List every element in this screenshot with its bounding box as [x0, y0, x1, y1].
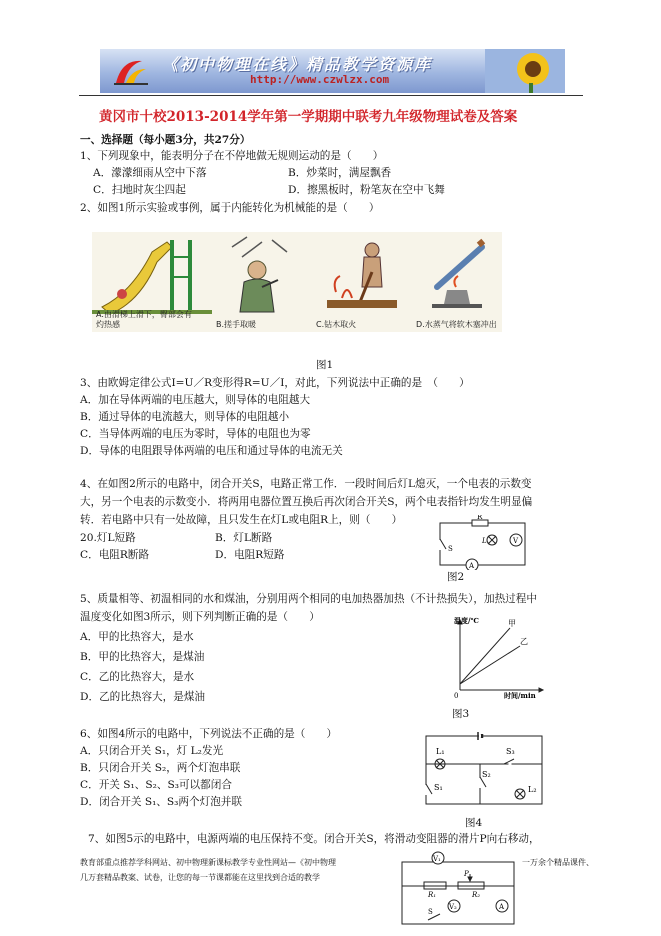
q4-stem-line2: 大，另一个电表的示数变小．将两用电器位置互换后再次闭合开关S，两个电表指针均发生明显偏 — [80, 496, 533, 508]
header-rule — [79, 95, 583, 96]
header-banner — [100, 49, 565, 93]
fig2-caption: 图2 — [447, 571, 465, 583]
fig3-caption: 图3 — [452, 708, 470, 720]
fig2-label-r: R — [477, 515, 483, 521]
fig5-circuit — [398, 850, 524, 932]
fig2-label-l: L — [482, 537, 487, 545]
q1-option-d: D．擦黑板时，粉笔灰在空中飞舞 — [288, 184, 445, 196]
section-heading: 一、选择题（每小题3分，共27分） — [80, 134, 251, 146]
q4-stem-line3: 转．若电路中只有一处故障，且只发生在灯L或电阻R上，则（ ） — [80, 514, 403, 526]
fig4-label-l1: L₁ — [436, 747, 445, 756]
fig2-label-a: A — [469, 562, 475, 570]
fig1-label-c: C.钻木取火 — [316, 320, 357, 329]
q1-option-c: C．扫地时灰尘四起 — [93, 184, 186, 196]
fig3-series-jia: 甲 — [508, 619, 516, 628]
q5-stem-line1: 5、质量相等、初温相同的水和煤油，分别用两个相同的电加热器加热（不计热损失），加热过程中 — [80, 593, 537, 605]
fig4-label-s2: S₂ — [482, 770, 491, 779]
banner-title: 《初中物理在线》精品教学资源库 — [162, 55, 433, 74]
fig5-label-r1: R₁ — [428, 891, 437, 899]
q4-option-c: C．电阻R断路 — [80, 549, 150, 561]
fig3-series-yi: 乙 — [520, 637, 528, 646]
sunflower-icon — [485, 49, 565, 93]
q6-option-c: C．开关 S₁、S₂、S₃可以都闭合 — [80, 779, 232, 791]
q4-stem-line1: 4、在如图2所示的电路中，闭合开关S，电路正常工作．一段时间后灯L熄灭，一个电表的示数变 — [80, 478, 532, 490]
fig1-label-a: A.由滑梯上滑下，臀部会有灼热感 — [96, 310, 192, 329]
fig1-caption: 图1 — [316, 359, 334, 371]
q6-option-d: D．闭合开关 S₁、S₃两个灯泡并联 — [80, 796, 242, 808]
fig1-label-d: D.水蒸气将软木塞冲出 — [416, 320, 497, 329]
fire-drill-illustration-icon — [312, 232, 412, 332]
fig3-origin: 0 — [454, 692, 459, 700]
fig3-ylabel: 温度/℃ — [454, 616, 479, 625]
banner-url[interactable]: http://www.czwlzx.com — [250, 73, 390, 86]
footer-line1-right: 一万余个精品课件、 — [522, 858, 594, 867]
fig2-label-v: V — [513, 537, 519, 545]
q5-option-b: B．甲的比热容大，是煤油 — [80, 651, 205, 663]
fig4-label-s3: S₃ — [506, 747, 515, 756]
footer-line1: 教育部重点推荐学科网站、初中物理新课标教学专业性网站—《初中物理 — [80, 858, 336, 867]
site-logo-icon — [112, 55, 150, 87]
q3-option-c: C．当导体两端的电压为零时，导体的电阻也为零 — [80, 428, 311, 440]
q5-option-a: A．甲的比热容大，是水 — [80, 631, 194, 643]
fig5-label-s: S — [428, 908, 433, 916]
fig3-graph — [448, 614, 548, 700]
q2-stem: 2、如图1所示实验或事例，属于内能转化为机械能的是（ ） — [80, 202, 380, 214]
fig1-label-b: B.搓手取暖 — [216, 320, 257, 329]
q4-option-d: D．电阻R短路 — [215, 549, 285, 561]
q6-stem: 6、如图4所示的电路中，下列说法不正确的是（ ） — [80, 728, 338, 740]
fig2-label-s: S — [448, 545, 453, 553]
graph-line-jia — [460, 628, 510, 684]
fig2-circuit — [432, 515, 532, 570]
graph-line-yi — [460, 646, 520, 684]
fig3-xlabel: 时间/min — [504, 691, 536, 700]
rub-hands-illustration-icon — [212, 232, 312, 332]
footer-line2: 几万套精品教案、试卷，让您的每一节课都能在这里找到合适的教学 — [80, 873, 320, 882]
q3-option-a: A．加在导体两端的电压越大，则导体的电阻越大 — [80, 394, 311, 406]
q5-stem-line2: 温度变化如图3所示，则下列判断正确的是（ ） — [80, 611, 320, 623]
fig5-label-p: P — [464, 870, 469, 878]
q3-option-d: D．导体的电阻跟导体两端的电压和通过导体的电流无关 — [80, 445, 343, 457]
fig1-panel-d — [412, 232, 502, 332]
q3-stem: 3、由欧姆定律公式I=U／R变形得R=U／I，对此，下列说法中正确的是 （ ） — [80, 377, 470, 389]
fig5-label-v2: V₂ — [449, 903, 457, 911]
fig4-circuit — [420, 730, 548, 810]
q7-stem: 7、如图5示的电路中，电源两端的电压保持不变。闭合开关S，将滑动变阻器的滑片P向右移动， — [88, 833, 540, 845]
fig1-panel-b — [212, 232, 312, 332]
q1-stem: 1、下列现象中，能表明分子在不停地做无规则运动的是（ ） — [80, 150, 384, 162]
fig4-caption: 图4 — [465, 817, 483, 829]
q1-option-a: A．濛濛细雨从空中下落 — [93, 167, 207, 179]
fig1-panel-c — [312, 232, 412, 332]
q6-option-b: B．只闭合开关 S₂，两个灯泡串联 — [80, 762, 241, 774]
q5-option-c: C．乙的比热容大，是水 — [80, 671, 195, 683]
q5-option-d: D．乙的比热容大，是煤油 — [80, 691, 206, 703]
steam-tube-illustration-icon — [412, 232, 502, 332]
q3-option-b: B．通过导体的电流越大，则导体的电阻越小 — [80, 411, 290, 423]
document-title: 黄冈市十校2013-2014学年第一学期期中联考九年级物理试卷及答案 — [99, 109, 518, 125]
fig4-label-s1: S₁ — [434, 783, 443, 792]
q4-option-a: 20.灯L短路 — [80, 532, 136, 544]
q4-option-b: B．灯L断路 — [215, 532, 273, 544]
fig5-label-v1: V₁ — [433, 855, 441, 863]
q6-option-a: A．只闭合开关 S₁，灯 L₂发光 — [80, 745, 224, 757]
q1-option-b: B．炒菜时，满屋飘香 — [288, 167, 392, 179]
fig4-label-l2: L₂ — [528, 785, 537, 794]
fig5-label-r2: R₂ — [472, 891, 481, 899]
fig5-label-a: A — [499, 903, 505, 911]
fig1-panel-a — [92, 232, 212, 332]
